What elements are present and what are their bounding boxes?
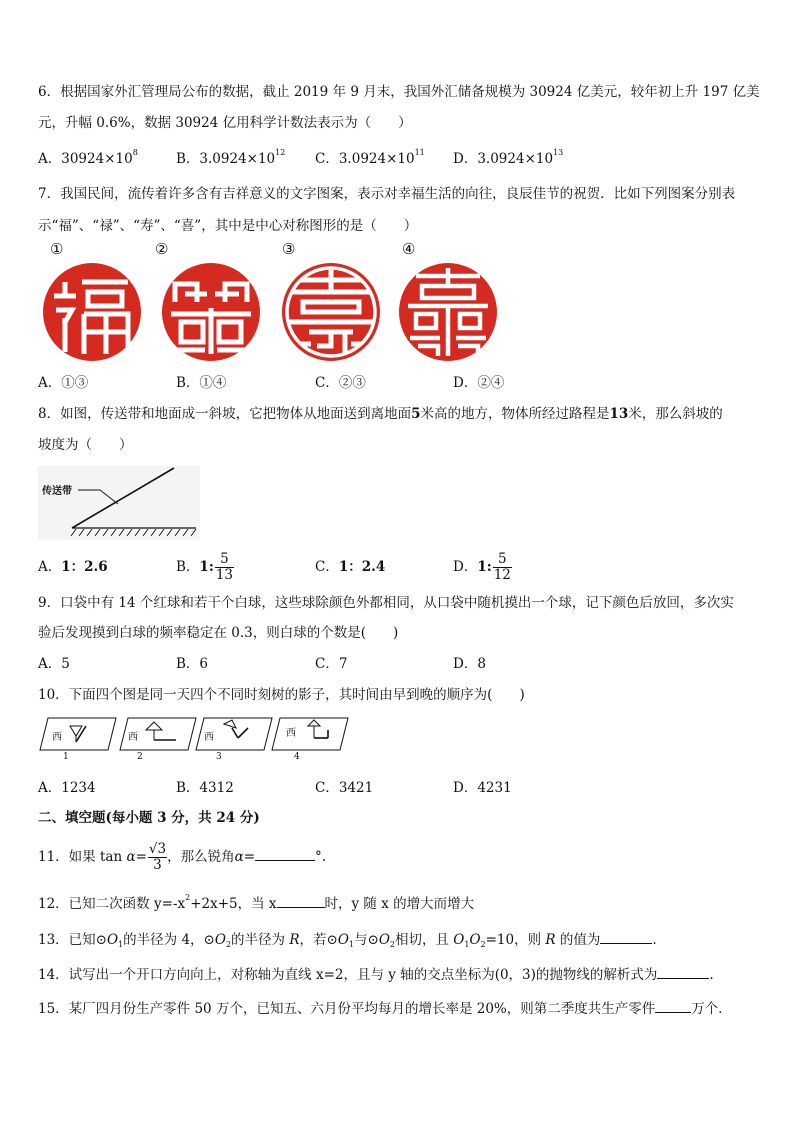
q9-option-a[interactable]: A．5: [38, 656, 70, 672]
q10-option-d[interactable]: D．4231: [453, 780, 512, 796]
tree-figure-label-1: 1: [63, 752, 69, 762]
q6-option-a[interactable]: A．$30924\times 10^8$: [38, 148, 138, 167]
q8-line1: 8．如图，传送带和地面成一斜坡，它把物体从地面送到离地面5米高的地方，物体所经过路程是13米，那么斜坡的: [38, 406, 723, 422]
q10-option-a[interactable]: A．1234: [38, 780, 96, 796]
q9-option-b[interactable]: B．6: [176, 656, 209, 672]
tree-shadow-figure-3: [194, 716, 274, 752]
q7-figure-number-1: ①: [50, 240, 64, 258]
q7-option-d[interactable]: D．②④: [453, 375, 505, 391]
q8-option-b[interactable]: B．1: $\frac{5}{13}$: [176, 551, 233, 583]
q9-line2: 验后发现摸到白球的频率稳定在 0.3，则白球的个数是( ): [38, 625, 399, 641]
q7-option-a[interactable]: A．①③: [38, 375, 89, 391]
q7-line2: 示“福”、“禄”、“寿”、“喜”，其中是中心对称图形的是（ ）: [38, 218, 418, 234]
section-heading-fill-in: 二、填空题(每小题 3 分，共 24 分): [38, 810, 260, 826]
svg-text:西: 西: [128, 732, 138, 743]
xi-seal-image: [398, 262, 498, 362]
q10-line1: 10．下面四个图是同一天四个不同时刻树的影子，其时间由早到晚的顺序为( ): [38, 687, 525, 703]
q13-line: 13．已知$⊙O_1$的半径为 4，$⊙O_2$的半径为 R，若$⊙O_1$与$⊙O_2$相切，且 $O_1O_2=10$，则 R 的值为 .: [38, 929, 657, 950]
svg-text:西: 西: [52, 732, 62, 743]
q15-line: 15．某厂四月份生产零件 50 万个，已知五、六月份平均每月的增长率是 20%，则第二季度共生产零件 万个．: [38, 998, 732, 1019]
q7-options: [38, 372, 758, 394]
q14-line: 14．试写出一个开口方向向上，对称轴为直线 x=2，且与 y 轴的交点坐标为(0，3)的抛物线的解析式为 .: [38, 964, 714, 985]
q6-option-b[interactable]: B．$3.0924\times 10^{12}$: [176, 148, 286, 167]
q10-option-c[interactable]: C．3421: [315, 780, 374, 796]
q9-line1: 9．口袋中有 14 个红球和若干个白球，这些球除颜色外都相同，从口袋中随机摸出一个球，记下颜色后放回，多次实: [38, 595, 734, 611]
q7-line1: 7．我国民间，流传着许多含有吉祥意义的文字图案，表示对幸福生活的向往，良辰佳节的祝贺．比如下列图案分别表: [38, 186, 736, 202]
q8-option-c[interactable]: C．1：2.4: [315, 559, 386, 575]
q14-answer-blank[interactable]: [657, 964, 709, 979]
q6-line2: 元，升幅 0.6%，数据 30924 亿用科学计数法表示为（ ）: [38, 115, 412, 131]
q7-option-b[interactable]: B．①④: [176, 375, 227, 391]
conveyor-belt-figure: [38, 466, 200, 540]
q8-options: [38, 552, 758, 586]
q7-figure-number-4: ④: [402, 240, 416, 258]
q6-option-c[interactable]: C．$3.0924\times 10^{11}$: [315, 148, 425, 167]
tree-figure-label-4: 4: [294, 752, 300, 762]
q9-options: [38, 653, 758, 675]
q10-option-b[interactable]: B．4312: [176, 780, 234, 796]
q7-option-c[interactable]: C．②③: [315, 375, 366, 391]
tree-shadow-figure-2: [118, 716, 198, 752]
q7-figure-number-2: ②: [155, 240, 169, 258]
q6-option-d[interactable]: D．$3.0924\times 10^{13}$: [453, 148, 564, 167]
q6-line1: 6．根据国家外汇管理局公布的数据，截止 2019 年 9 月末，我国外汇储备规模为 30924 亿美元，较年初上升 197 亿美: [38, 84, 760, 100]
tree-figure-label-2: 2: [137, 752, 143, 762]
tree-shadow-figure-1: [38, 716, 118, 752]
svg-text:西: 西: [204, 732, 214, 743]
svg-text:西: 西: [286, 728, 296, 739]
q13-answer-blank[interactable]: [600, 929, 652, 944]
tree-figure-label-3: 3: [216, 752, 222, 762]
q9-option-c[interactable]: C．7: [315, 656, 348, 672]
q8-option-a[interactable]: A．1：2.6: [38, 559, 108, 575]
conveyor-label: 传送带: [42, 486, 72, 497]
q7-figure-number-3: ③: [282, 240, 296, 258]
tree-shadow-figure-4: [270, 716, 350, 752]
q12-line: 12．已知二次函数 $y=-x^2+2x+5$，当 x 时，y 随 x 的增大而增大: [38, 893, 475, 912]
q12-answer-blank[interactable]: [277, 893, 325, 908]
shou-seal-image: [281, 262, 381, 362]
q8-line2: 坡度为（ ）: [38, 437, 133, 453]
q6-options: [38, 148, 758, 170]
q8-option-d[interactable]: D．1: $\frac{5}{12}$: [453, 551, 511, 583]
q11-line: 11．如果 tan α= $\frac{√3}{3}$ ，那么锐角α= °.: [38, 841, 327, 873]
fu-seal-image: [42, 262, 142, 362]
q11-answer-blank[interactable]: [255, 846, 315, 861]
q9-option-d[interactable]: D．8: [453, 656, 486, 672]
q15-answer-blank[interactable]: [655, 998, 691, 1013]
q10-options: [38, 777, 758, 799]
lu-seal-image: [161, 262, 261, 362]
